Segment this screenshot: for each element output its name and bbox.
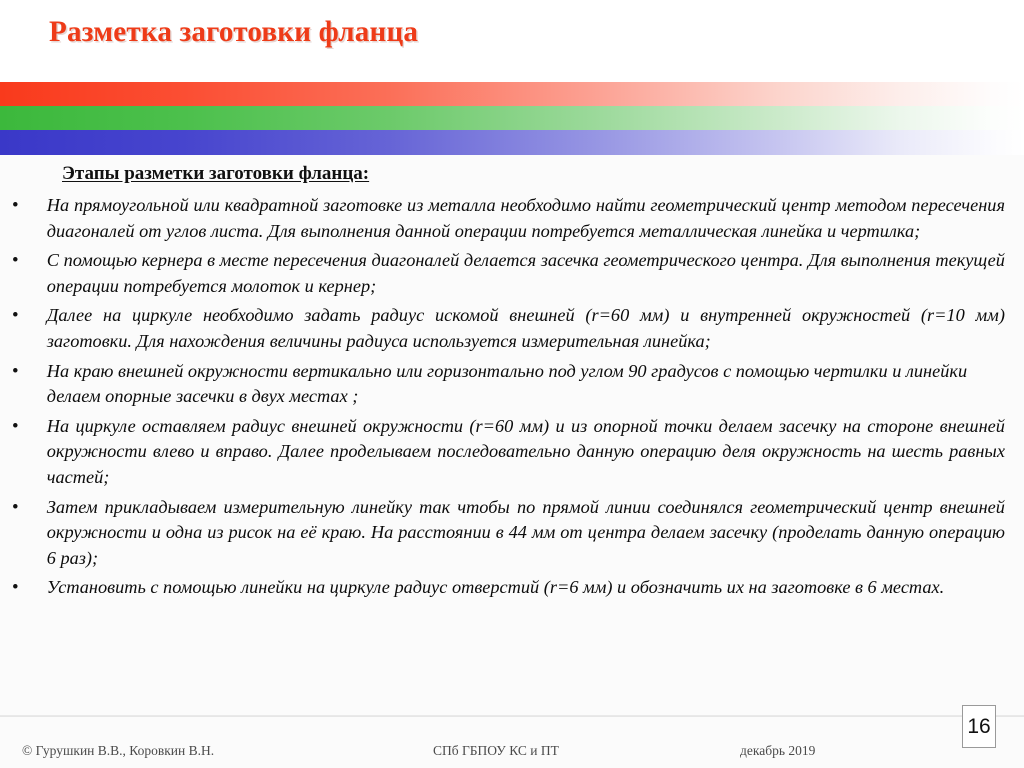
list-item-text: Затем прикладываем измерительную линейку так чтобы по прямой линии соединялся геометрический центр внешней окружности и одна из рисок на её краю. На расстоянии в 44 мм от центра делаем засечку (проделать данную операцию 6 раз); — [46, 496, 1005, 568]
decor-bar-red — [0, 82, 1024, 106]
decor-bar-blue — [0, 130, 1024, 155]
list-item — [0, 193, 1019, 244]
footer-organization: СПб ГБПОУ КС и ПТ — [433, 743, 559, 758]
list-item-text: На циркуле оставляем радиус внешней окружности (r=60 мм) и из опорной точки делаем засечку на стороне внешней окружности влево и вправо. Далее проделываем последовательно данную операцию деля окружность на шесть равных частей; — [46, 415, 1005, 487]
footer — [0, 715, 1024, 768]
decor-bar-green — [0, 106, 1024, 130]
bullet-marker-icon: • — [11, 195, 19, 216]
decorative-color-bars — [0, 82, 1024, 155]
bullet-marker-icon: • — [11, 415, 19, 437]
content-area — [0, 155, 1024, 715]
list-item — [0, 359, 1019, 410]
page-number: 16 — [962, 705, 996, 748]
list-item — [0, 575, 1019, 601]
bullet-marker-icon: • — [11, 360, 19, 382]
footer-copyright: © Гурушкин В.В., Коровкин В.Н. — [22, 743, 215, 758]
list-item — [0, 303, 1019, 354]
bullet-marker-icon: • — [11, 496, 19, 518]
page-title: Разметка заготовки фланца — [49, 15, 419, 48]
list-item-text: С помощью кернера в месте пересечения диагоналей делается засечка геометрического центра. Для выполнения текущей операции потребуется молоток и кернер; — [46, 250, 1005, 296]
footer-date: декабрь 2019 — [740, 743, 816, 758]
list-item — [0, 248, 1019, 299]
steps-list — [0, 193, 1024, 605]
title-area — [0, 0, 1024, 82]
bullet-marker-icon: • — [11, 250, 19, 272]
list-item — [0, 414, 1019, 491]
bullet-marker-icon: • — [11, 305, 19, 327]
list-item-text: Установить с помощью линейки на циркуле радиус отверстий (r=6 мм) и обозначить их на заготовке в 6 местах. — [46, 577, 945, 598]
bullet-marker-icon: • — [11, 577, 19, 599]
list-item-text: Далее на циркуле необходимо задать радиус искомой внешней (r=60 мм) и внутренней окружностей (r=10 мм) заготовки. Для нахождения величины радиуса используется измерительная линейка; — [46, 305, 1005, 351]
list-item-text: На прямоугольной или квадратной заготовке из металла необходимо найти геометрический центр методом пересечения диагоналей от углов листа. Для выполнения данной операции потребуется металлическая линейка и чертилка; — [46, 195, 1005, 241]
list-item-text: На краю внешней окружности вертикально или горизонтально под углом 90 градусов с помощью чертилки и линейки делаем опорные засечки в двух местах ; — [46, 360, 968, 407]
list-item — [0, 495, 1019, 572]
content-subheading: Этапы разметки заготовки фланца: — [62, 163, 370, 184]
footer-divider — [0, 716, 1024, 717]
